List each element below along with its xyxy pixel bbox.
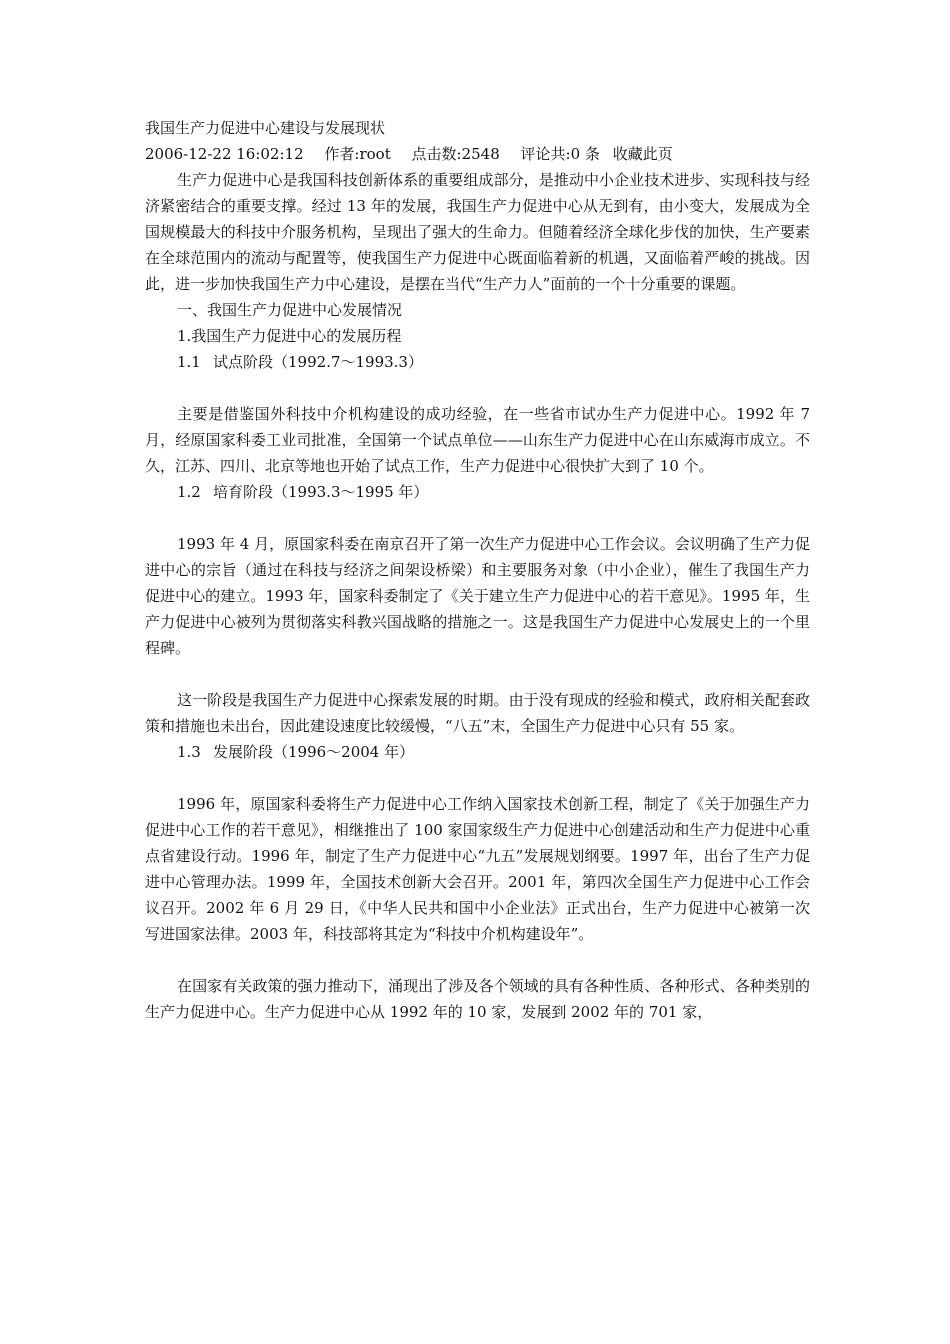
stage-1-1-paragraph: 主要是借鉴国外科技中介机构建设的成功经验，在一些省市试办生产力促进中心。1992 年 7 月，经原国家科委工业司批准，全国第一个试点单位——山东生产力促进中心在山东威海市成立。不久，江苏、四川、北京等地也开始了试点工作，生产力促进中心很快扩大到了 10 个。 xyxy=(145,405,810,475)
stage-heading-1-2 xyxy=(145,479,810,505)
favorite-link[interactable]: 收藏此页 xyxy=(612,145,673,163)
author: 作者:root xyxy=(324,145,391,163)
document-page xyxy=(145,115,810,1025)
article-meta xyxy=(145,141,810,167)
stage-title: 发展阶段（1996～2004 年） xyxy=(213,743,415,761)
hit-count: 点击数:2548 xyxy=(411,145,500,163)
stage-number: 1.3 xyxy=(177,743,201,761)
stage-1-3-paragraph-1: 1996 年，原国家科委将生产力促进中心工作纳入国家技术创新工程，制定了《关于加强生产力促进中心工作的若干意见》，相继推出了 100 家国家级生产力促进中心创建活动和生产力促进中心重点省建设行动。1996 年，制定了生产力促进中心“九五”发展规划纲要。1997 年，出台了生产力促进中心管理办法。1999 年，全国技术创新大会召开。2001 年，第四次全国生产力促进中心工作会议召开。2002 年 6 月 29 日，《中华人民共和国中小企业法》正式出台，生产力促进中心被第一次写进国家法律。2003 年，科技部将其定为“科技中介机构建设年”。 xyxy=(145,795,810,943)
section-heading: 一、我国生产力促进中心发展情况 xyxy=(177,301,403,319)
subsection-heading: 1.我国生产力促进中心的发展历程 xyxy=(177,327,402,345)
stage-heading-1-1 xyxy=(145,349,810,375)
publish-datetime: 2006-12-22 16:02:12 xyxy=(145,145,304,163)
comment-count: 评论共:0 条 xyxy=(520,145,600,163)
stage-number: 1.2 xyxy=(177,483,201,501)
stage-1-2-paragraph-2: 这一阶段是我国生产力促进中心探索发展的时期。由于没有现成的经验和模式，政府相关配套政策和措施也未出台，因此建设速度比较缓慢，“八五”末，全国生产力促进中心只有 55 家。 xyxy=(145,691,810,735)
stage-1-3-paragraph-2: 在国家有关政策的强力推动下，涌现出了涉及各个领域的具有各种性质、各种形式、各种类别的生产力促进中心。生产力促进中心从 1992 年的 10 家，发展到 2002 年的 701 家， xyxy=(145,977,810,1021)
stage-heading-1-3 xyxy=(145,739,810,765)
intro-paragraph: 生产力促进中心是我国科技创新体系的重要组成部分，是推动中小企业技术进步、实现科技与经济紧密结合的重要支撑。经过 13 年的发展，我国生产力促进中心从无到有，由小变大，发展成为全国规模最大的科技中介服务机构，呈现出了强大的生命力。但随着经济全球化步伐的加快，生产要素在全球范围内的流动与配置等，使我国生产力促进中心既面临着新的机遇，又面临着严峻的挑战。因此，进一步加快我国生产力中心建设，是摆在当代“生产力人”面前的一个十分重要的课题。 xyxy=(145,171,810,293)
stage-title: 培育阶段（1993.3～1995 年） xyxy=(213,483,429,501)
stage-title: 试点阶段（1992.7～1993.3） xyxy=(213,353,423,371)
stage-number: 1.1 xyxy=(177,353,201,371)
stage-1-2-paragraph-1: 1993 年 4 月，原国家科委在南京召开了第一次生产力促进中心工作会议。会议明确了生产力促进中心的宗旨（通过在科技与经济之间架设桥梁）和主要服务对象（中小企业），催生了我国生产力促进中心的建立。1993 年，国家科委制定了《关于建立生产力促进中心的若干意见》。1995 年，生产力促进中心被列为贯彻落实科教兴国战略的措施之一。这是我国生产力促进中心发展史上的一个里程碑。 xyxy=(145,535,810,657)
article-title: 我国生产力促进中心建设与发展现状 xyxy=(145,119,386,137)
